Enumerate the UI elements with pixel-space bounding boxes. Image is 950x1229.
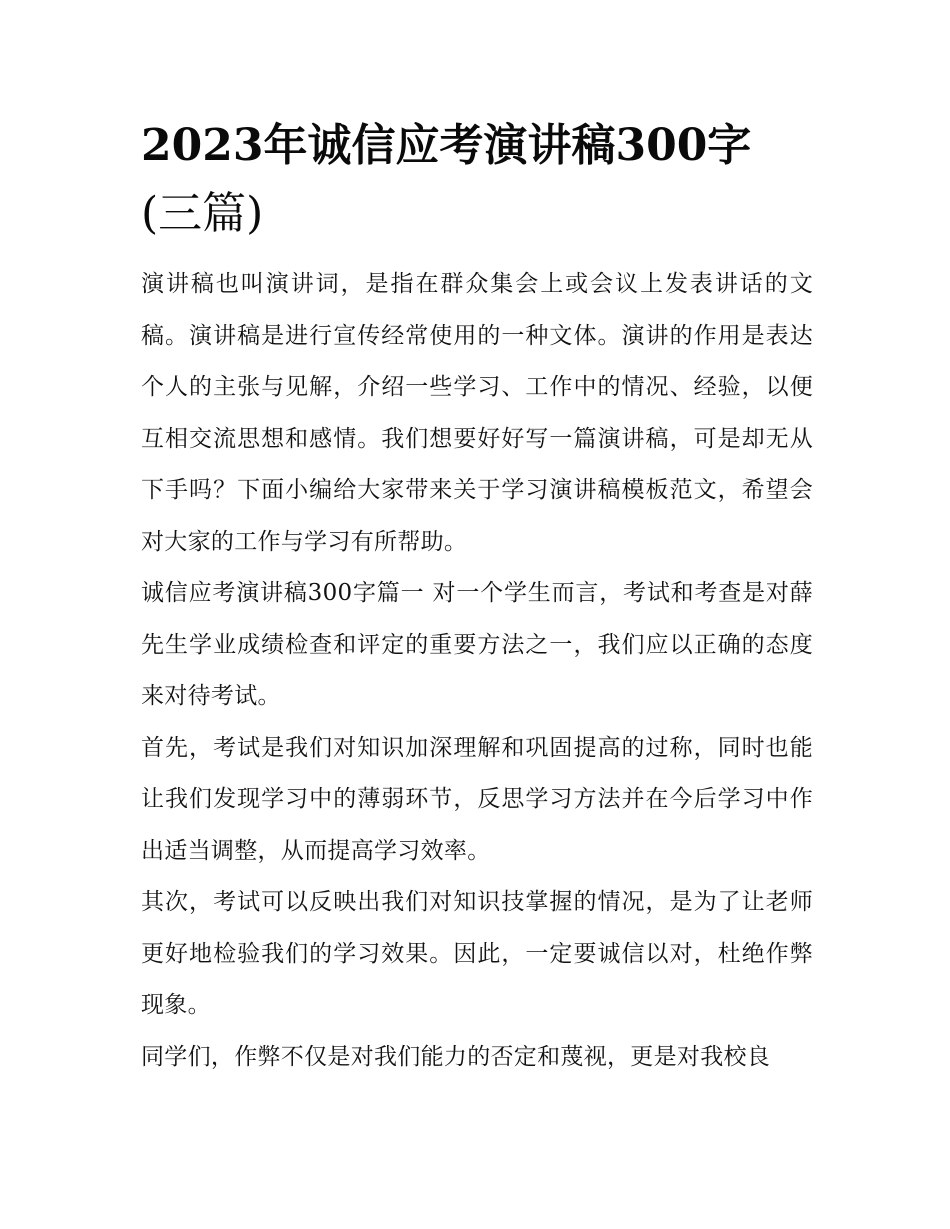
document-body — [141, 259, 813, 1083]
title-line-1: 2023年诚信应考演讲稿300字 — [141, 120, 752, 171]
document-page — [141, 112, 813, 1083]
paragraph-3: 其次，考试可以反映出我们对知识技掌握的情况，是为了让老师更好地检验我们的学习效果。因此，一定要诚信以对，杜绝作弊现象。 — [141, 889, 813, 1018]
paragraph-4: 同学们，作弊不仅是对我们能力的否定和蔑视，更是对我校良 — [141, 1043, 771, 1070]
paragraph-1: 诚信应考演讲稿300字篇一 对一个学生而言，考试和考查是对薛先生学业成绩检查和评定的重要方法之一，我们应以正确的态度来对待考试。 — [141, 580, 813, 709]
title-line-2: (三篇) — [141, 188, 264, 239]
paragraph-intro: 演讲稿也叫演讲词，是指在群众集会上或会议上发表讲话的文稿。演讲稿是进行宣传经常使用的一种文体。演讲的作用是表达个人的主张与见解，介绍一些学习、工作中的情况、经验，以便互相交流思想和感情。我们想要好好写一篇演讲稿，可是却无从下手吗？下面小编给大家带来关于学习演讲稿模板范文，希望会对大家的工作与学习有所帮助。 — [141, 271, 813, 555]
paragraph-2: 首先，考试是我们对知识加深理解和巩固提高的过称，同时也能让我们发现学习中的薄弱环节，反思学习方法并在今后学习中作出适当调整，从而提高学习效率。 — [141, 734, 813, 864]
document-title — [141, 112, 813, 248]
